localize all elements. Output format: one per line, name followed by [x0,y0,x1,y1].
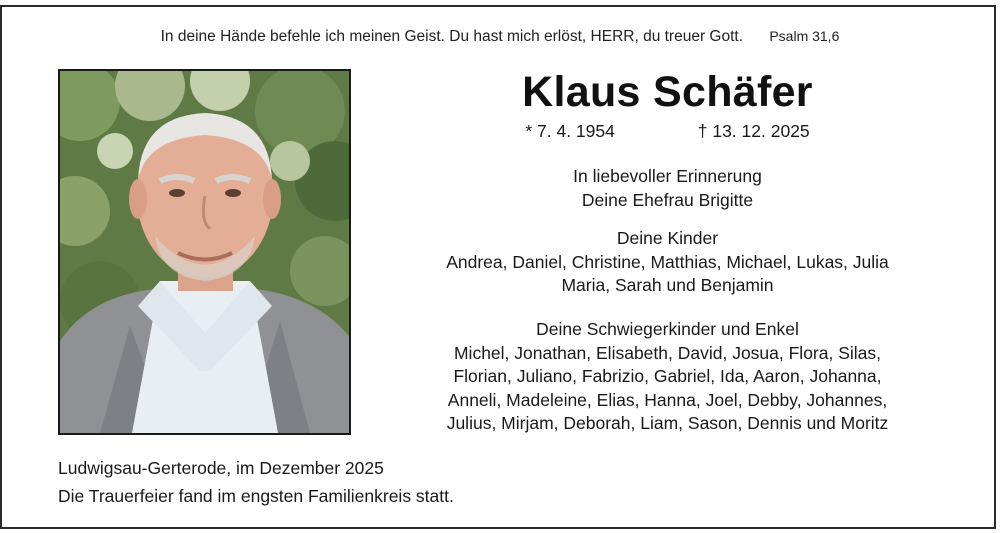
children-block [420,227,915,298]
birth-date: * 7. 4. 1954 [525,121,615,141]
portrait-photo [58,69,351,435]
remembrance-block [420,165,915,212]
inlaws-heading: Deine Schwiegerkinder und Enkel [536,319,799,339]
children-heading: Deine Kinder [616,228,719,248]
inlaws-line: Julius, Mirjam, Deborah, Liam, Sason, Dennis und Moritz [446,413,889,433]
spouse-line: Deine Ehefrau Brigitte [581,189,754,210]
deceased-name: Klaus Schäfer [522,68,813,116]
life-dates [420,121,915,142]
inlaws-line: Michel, Jonathan, Elisabeth, David, Josua, Flora, Silas, [453,342,881,363]
inlaws-line: Anneli, Madeleine, Elias, Hanna, Joel, Debby, Johannes, [447,389,888,410]
verse-text: In deine Hände befehle ich meinen Geist. Du hast mich erlöst, HERR, du treuer Gott. [160,28,744,45]
remembrance-intro: In liebevoller Erinnerung [573,166,762,186]
children-line: Maria, Sarah und Benjamin [561,275,774,295]
funeral-note: Die Trauerfeier fand im engsten Familienkreis statt. [58,486,454,506]
inlaws-line: Florian, Juliano, Fabrizio, Gabriel, Ida, Aaron, Johanna, [453,366,882,386]
verse-reference: Psalm 31,6 [769,28,840,44]
children-line: Andrea, Daniel, Christine, Matthias, Michael, Lukas, Julia [446,251,889,272]
bible-verse [0,28,1000,46]
place-date: Ludwigsau-Gerterode, im Dezember 2025 [58,458,384,478]
death-date: † 13. 12. 2025 [697,121,810,141]
inlaws-block [420,318,915,436]
